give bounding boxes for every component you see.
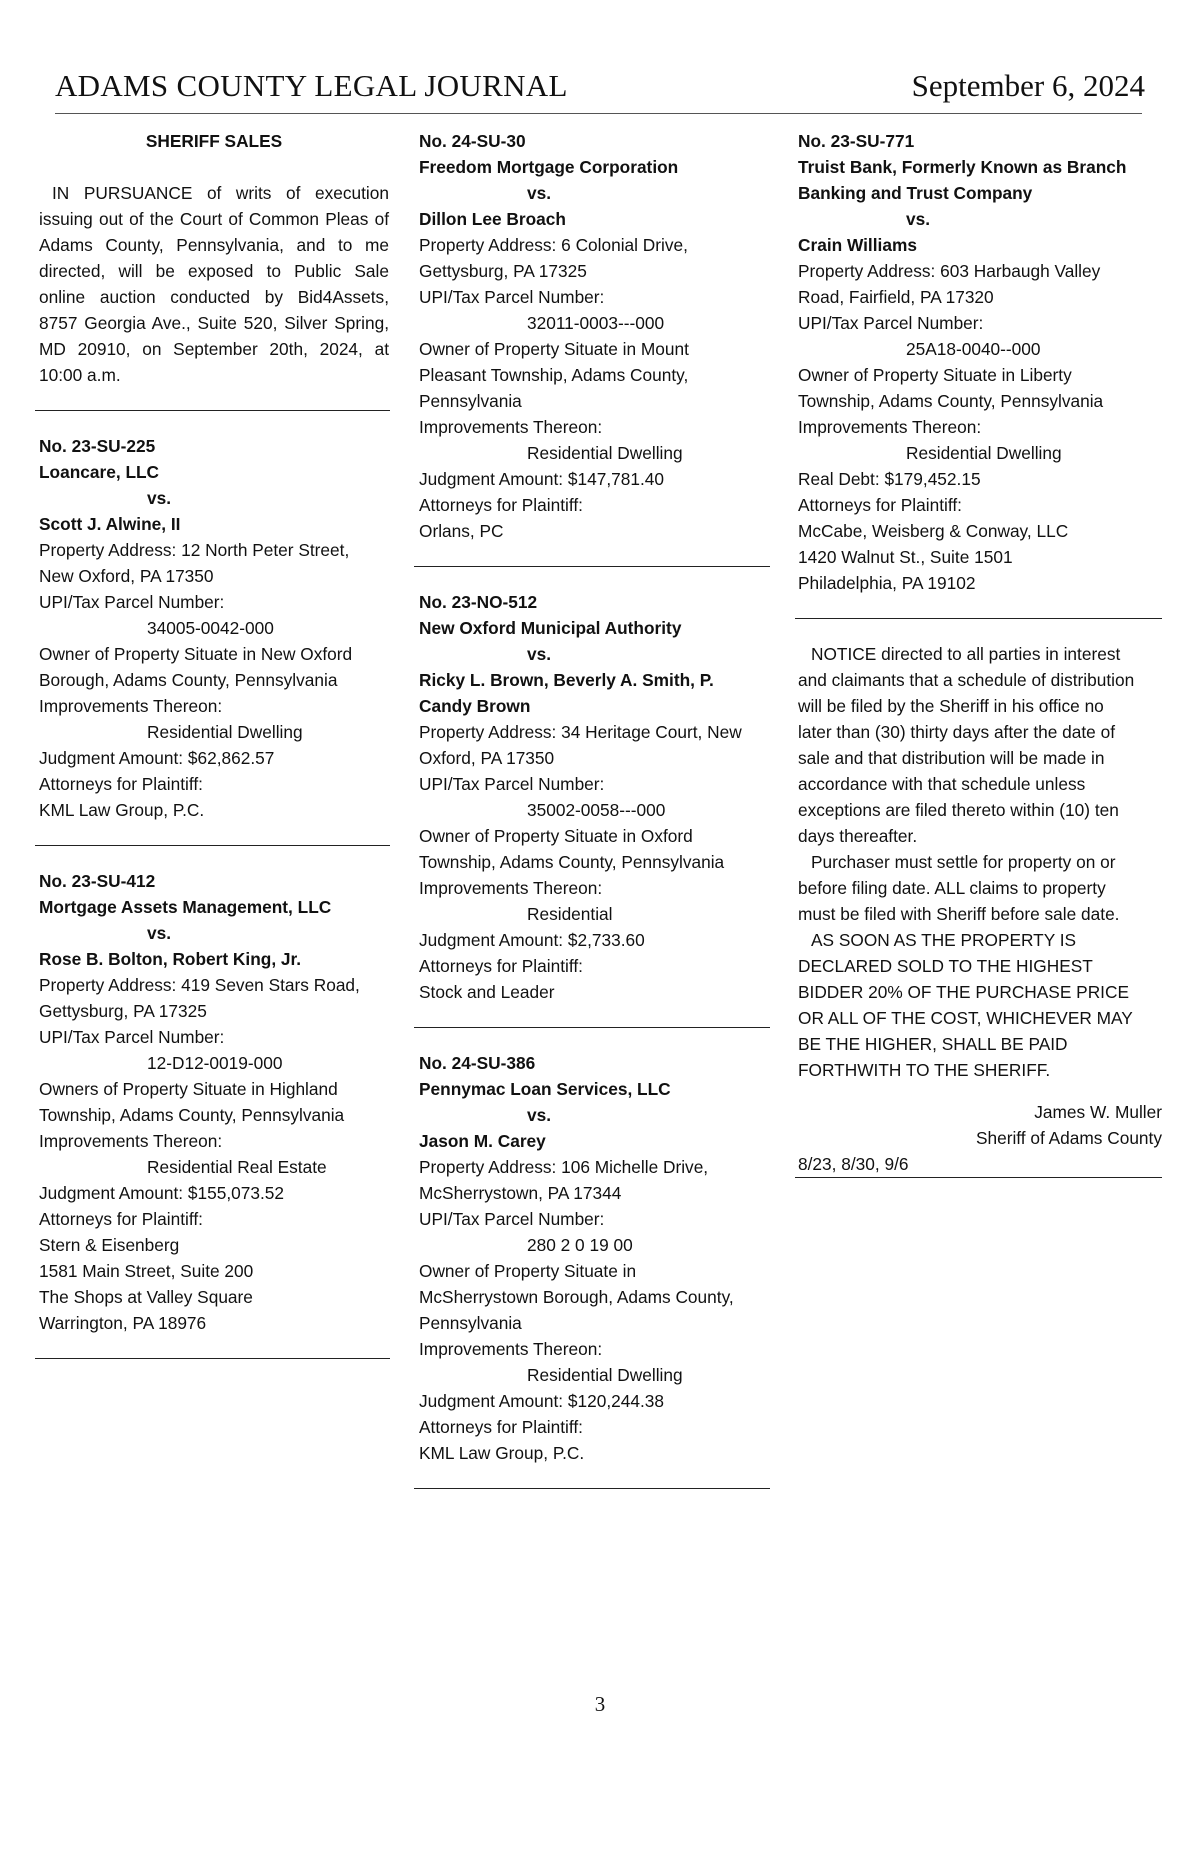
case-23-su-225: [39, 433, 389, 823]
notice-line: Purchaser must settle for property on or: [811, 852, 1116, 872]
case-24-su-386: [419, 1050, 769, 1466]
owner-line: Owners of Property Situate in Highland: [39, 1079, 338, 1099]
publication-title: ADAMS COUNTY LEGAL JOURNAL: [55, 68, 568, 103]
attorney-line: 1420 Walnut St., Suite 1501: [798, 547, 1013, 567]
real-debt-amount: Real Debt: $179,452.15: [798, 469, 981, 489]
owner-line: Township, Adams County, Pennsylvania: [39, 1105, 345, 1125]
improvements-value: Residential Dwelling: [527, 1365, 683, 1385]
case-number: No. 23-NO-512: [419, 592, 538, 612]
parcel-label: UPI/Tax Parcel Number:: [419, 1209, 605, 1229]
attorney-line: Orlans, PC: [419, 521, 504, 541]
improvements-label: Improvements Thereon:: [419, 1339, 603, 1359]
attorney-line: Stern & Eisenberg: [39, 1235, 180, 1255]
case-defendant: Crain Williams: [798, 235, 917, 255]
case-vs: vs.: [527, 1105, 552, 1125]
property-address-line: Property Address: 603 Harbaugh Valley: [798, 261, 1101, 281]
case-number: No. 24-SU-386: [419, 1053, 536, 1073]
parcel-label: UPI/Tax Parcel Number:: [419, 774, 605, 794]
case-vs: vs.: [527, 183, 552, 203]
parcel-label: UPI/Tax Parcel Number:: [798, 313, 984, 333]
attorney-line: The Shops at Valley Square: [39, 1287, 253, 1307]
case-number: No. 24-SU-30: [419, 131, 526, 151]
column-1: [39, 128, 389, 1359]
property-address-line: McSherrystown, PA 17344: [419, 1183, 622, 1203]
case-vs: vs.: [906, 209, 931, 229]
improvements-value: Residential Real Estate: [147, 1157, 327, 1177]
intro-paragraph: IN PURSUANCE of writs of execution issuing out of the Court of Common Pleas of Adams County, Pennsylvania, and to me directed, will be exposed to Public Sale online auction conducted by Bid4Assets, 8757 Georgia Ave., Suite 520, Silver Spring, MD 20910, on September 20th, 2024, at 10:00 a.m.: [39, 183, 389, 385]
notice-line: DECLARED SOLD TO THE HIGHEST: [798, 956, 1093, 976]
improvements-label: Improvements Thereon:: [39, 1131, 223, 1151]
property-address-line: Property Address: 34 Heritage Court, New: [419, 722, 742, 742]
notice-line: days thereafter.: [798, 826, 918, 846]
attorney-line: KML Law Group, P.C.: [419, 1443, 585, 1463]
improvements-value: Residential Dwelling: [906, 443, 1062, 463]
case-defendant: Ricky L. Brown, Beverly A. Smith, P. Candy Brown: [419, 670, 714, 716]
attorneys-label: Attorneys for Plaintiff:: [798, 495, 962, 515]
property-address-line: Property Address: 106 Michelle Drive,: [419, 1157, 709, 1177]
attorneys-label: Attorneys for Plaintiff:: [419, 495, 583, 515]
case-23-no-512: [419, 589, 769, 1005]
improvements-value: Residential Dwelling: [527, 443, 683, 463]
section-heading: SHERIFF SALES: [145, 131, 283, 151]
owner-line: Township, Adams County, Pennsylvania: [419, 852, 725, 872]
publication-dates: 8/23, 8/30, 9/6: [798, 1154, 909, 1174]
section-divider: [35, 1358, 390, 1359]
owner-line: Pennsylvania: [419, 391, 522, 411]
attorneys-label: Attorneys for Plaintiff:: [419, 1417, 583, 1437]
case-defendant: Rose B. Bolton, Robert King, Jr.: [39, 949, 302, 969]
parcel-number: 34005-0042-000: [147, 618, 274, 638]
owner-line: Owner of Property Situate in Oxford: [419, 826, 693, 846]
judgment-amount: Judgment Amount: $147,781.40: [419, 469, 665, 489]
property-address-line: Gettysburg, PA 17325: [39, 1001, 207, 1021]
attorneys-label: Attorneys for Plaintiff:: [39, 774, 203, 794]
column-2: [419, 128, 769, 1489]
case-defendant: Jason M. Carey: [419, 1131, 546, 1151]
property-address-line: New Oxford, PA 17350: [39, 566, 214, 586]
improvements-value: Residential: [527, 904, 613, 924]
notice-line: BE THE HIGHER, SHALL BE PAID: [798, 1034, 1068, 1054]
case-vs: vs.: [147, 923, 172, 943]
owner-line: Borough, Adams County, Pennsylvania: [39, 670, 338, 690]
case-number: No. 23-SU-771: [798, 131, 915, 151]
page-number: 3: [594, 1692, 606, 1716]
attorney-line: 1581 Main Street, Suite 200: [39, 1261, 254, 1281]
parcel-label: UPI/Tax Parcel Number:: [39, 1027, 225, 1047]
case-defendant: Scott J. Alwine, II: [39, 514, 181, 534]
improvements-label: Improvements Thereon:: [798, 417, 982, 437]
notice-line: NOTICE directed to all parties in interest: [811, 644, 1121, 664]
masthead-rule: [55, 113, 1142, 114]
attorney-line: Stock and Leader: [419, 982, 555, 1002]
notice-line: and claimants that a schedule of distribution: [798, 670, 1135, 690]
signature-title: Sheriff of Adams County: [975, 1128, 1162, 1148]
case-number: No. 23-SU-412: [39, 871, 156, 891]
owner-line: Owner of Property Situate in Mount: [419, 339, 689, 359]
property-address-line: Property Address: 12 North Peter Street,: [39, 540, 350, 560]
parcel-number: 12-D12-0019-000: [147, 1053, 283, 1073]
judgment-amount: Judgment Amount: $155,073.52: [39, 1183, 285, 1203]
parcel-number: 25A18-0040--000: [906, 339, 1041, 359]
property-address-line: Gettysburg, PA 17325: [419, 261, 587, 281]
judgment-amount: Judgment Amount: $120,244.38: [419, 1391, 665, 1411]
notice-line: OR ALL OF THE COST, WHICHEVER MAY: [798, 1008, 1133, 1028]
attorney-line: McCabe, Weisberg & Conway, LLC: [798, 521, 1069, 541]
property-address-line: Property Address: 6 Colonial Drive,: [419, 235, 688, 255]
notice-line: accordance with that schedule unless: [798, 774, 1086, 794]
case-plaintiff: Pennymac Loan Services, LLC: [419, 1079, 671, 1099]
owner-line: Pennsylvania: [419, 1313, 522, 1333]
case-number: No. 23-SU-225: [39, 436, 156, 456]
case-plaintiff: Truist Bank, Formerly Known as Branch Banking and Trust Company: [798, 157, 1127, 203]
column-3: [798, 128, 1162, 1178]
property-address-line: Oxford, PA 17350: [419, 748, 555, 768]
issue-date: September 6, 2024: [911, 68, 1145, 103]
attorney-line: KML Law Group, P.C.: [39, 800, 205, 820]
notice-line: AS SOON AS THE PROPERTY IS: [811, 930, 1077, 950]
case-23-su-412: [39, 868, 389, 1336]
masthead: [55, 68, 1145, 110]
judgment-amount: Judgment Amount: $62,862.57: [39, 748, 275, 768]
attorneys-label: Attorneys for Plaintiff:: [39, 1209, 203, 1229]
owner-line: McSherrystown Borough, Adams County,: [419, 1287, 734, 1307]
improvements-label: Improvements Thereon:: [39, 696, 223, 716]
property-address-line: Road, Fairfield, PA 17320: [798, 287, 994, 307]
parcel-label: UPI/Tax Parcel Number:: [419, 287, 605, 307]
case-plaintiff: Mortgage Assets Management, LLC: [39, 897, 332, 917]
improvements-label: Improvements Thereon:: [419, 417, 603, 437]
notice-line: BIDDER 20% OF THE PURCHASE PRICE: [798, 982, 1129, 1002]
notice-line: FORTHWITH TO THE SHERIFF.: [798, 1060, 1051, 1080]
case-plaintiff: Loancare, LLC: [39, 462, 160, 482]
notice-line: later than (30) thirty days after the date of: [798, 722, 1115, 742]
case-plaintiff: Freedom Mortgage Corporation: [419, 157, 679, 177]
notice-line: before filing date. ALL claims to property: [798, 878, 1106, 898]
owner-line: Pleasant Township, Adams County,: [419, 365, 689, 385]
attorney-line: Warrington, PA 18976: [39, 1313, 207, 1333]
section-divider: [414, 1488, 770, 1489]
attorney-line: Philadelphia, PA 19102: [798, 573, 976, 593]
owner-line: Township, Adams County, Pennsylvania: [798, 391, 1104, 411]
signature-name: James W. Muller: [1034, 1102, 1162, 1122]
owner-line: Owner of Property Situate in: [419, 1261, 637, 1281]
parcel-number: 280 2 0 19 00: [527, 1235, 633, 1255]
parcel-number: 35002-0058---000: [527, 800, 666, 820]
owner-line: Owner of Property Situate in Liberty: [798, 365, 1072, 385]
parcel-label: UPI/Tax Parcel Number:: [39, 592, 225, 612]
case-plaintiff: New Oxford Municipal Authority: [419, 618, 682, 638]
parcel-number: 32011-0003---000: [527, 313, 665, 333]
section-divider: [795, 1177, 1162, 1178]
case-defendant: Dillon Lee Broach: [419, 209, 566, 229]
attorneys-label: Attorneys for Plaintiff:: [419, 956, 583, 976]
owner-line: Owner of Property Situate in New Oxford: [39, 644, 353, 664]
notice-line: will be filed by the Sheriff in his office no: [798, 696, 1104, 716]
case-vs: vs.: [527, 644, 552, 664]
case-24-su-30: [419, 128, 769, 544]
notice-line: must be filed with Sheriff before sale date.: [798, 904, 1120, 924]
improvements-label: Improvements Thereon:: [419, 878, 603, 898]
notice-line: sale and that distribution will be made in: [798, 748, 1105, 768]
judgment-amount: Judgment Amount: $2,733.60: [419, 930, 645, 950]
notice-line: exceptions are filed thereto within (10) ten: [798, 800, 1119, 820]
improvements-value: Residential Dwelling: [147, 722, 303, 742]
case-23-su-771: [798, 128, 1162, 596]
property-address-line: Property Address: 419 Seven Stars Road,: [39, 975, 360, 995]
distribution-notice: [798, 641, 1162, 1083]
case-vs: vs.: [147, 488, 172, 508]
